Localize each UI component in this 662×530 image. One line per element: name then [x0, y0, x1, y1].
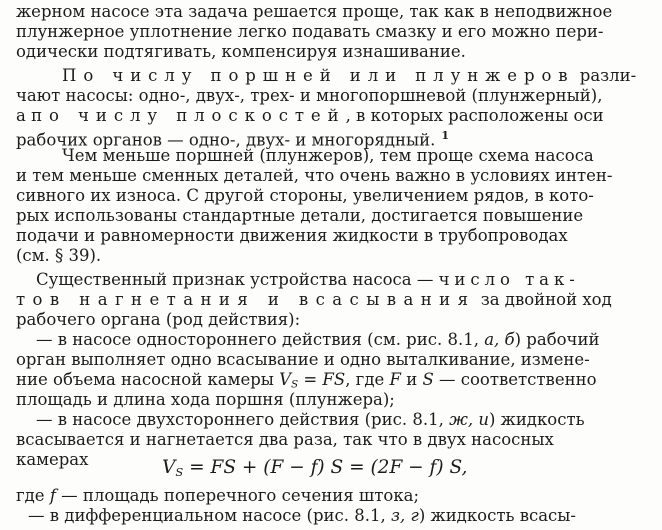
- text-run: рабочих органов — одно-, двух- и многорядный.: [16, 130, 436, 150]
- text-line: рых использованы стандартные детали, достигается повышение: [16, 206, 584, 225]
- text-line: жерном насосе эта задача решается проще, так как в неподвижное: [16, 2, 613, 21]
- text-run: — соответственно: [433, 370, 597, 389]
- text-line: площадь и длина хода поршня (плунжера);: [16, 390, 395, 409]
- text-line: [16, 486, 419, 506]
- text-run: — в насосе одностороннего действия (см. рис. 8.1,: [36, 330, 485, 349]
- math-sub: S: [291, 379, 299, 391]
- text-run: — в насосе двухстороннего действия (рис. 8.1,: [36, 410, 450, 429]
- text-line: орган выполняет одно всасывание и одно выталкивание, измене-: [16, 350, 590, 369]
- equation-1: [162, 456, 467, 484]
- text-run: , в которых расположены оси: [345, 106, 604, 125]
- math-var: V: [162, 457, 176, 478]
- text-line: рабочего органа (род действия):: [16, 310, 301, 329]
- text-line: [62, 66, 636, 86]
- text-line: одически подтягивать, компенсируя изнашивание.: [16, 42, 466, 61]
- figure-ref: з, г: [391, 506, 419, 525]
- text-line: камерах: [16, 450, 89, 469]
- text-line: (см. § 39).: [16, 246, 102, 265]
- text-line: чают насосы: одно-, двух-, трех- и многопоршневой (плунжерный),: [16, 86, 603, 105]
- spaced-emphasis: число так-: [438, 270, 580, 289]
- spaced-emphasis: по числу плоскостей: [31, 106, 346, 125]
- text-run: а: [16, 106, 32, 125]
- text-run: Существенный признак устройства насоса —: [36, 270, 439, 289]
- footnote-marker: 1: [441, 129, 450, 142]
- text-line: [16, 290, 612, 310]
- text-run: ) рабочий: [514, 330, 600, 349]
- text-line: [36, 330, 599, 350]
- math-sub: S: [175, 464, 184, 479]
- math-var: f: [49, 486, 56, 505]
- text-line: [16, 106, 604, 126]
- figure-ref: а, б: [484, 330, 515, 349]
- text-run: за двойной ход: [475, 290, 612, 309]
- text-run: , где: [345, 370, 390, 389]
- math-var: V: [279, 370, 292, 389]
- math-var: F: [389, 370, 401, 389]
- text-line: [36, 410, 585, 430]
- spaced-emphasis: тов нагнетания и всасывания: [16, 290, 476, 309]
- text-line: [36, 270, 580, 290]
- math-var: S: [422, 370, 434, 389]
- text-run: — в дифференциальном насосе (рис. 8.1,: [28, 506, 391, 525]
- text-run: разли-: [574, 66, 637, 85]
- text-line: всасывается и нагнетается два раза, так что в двух насосных: [16, 430, 554, 449]
- figure-ref: ж, и: [449, 410, 489, 429]
- text-run: — площадь поперечного сечения штока;: [55, 486, 420, 505]
- text-run: ) жидкость: [488, 410, 585, 429]
- spaced-emphasis: По числу поршней или плунжеров: [62, 66, 575, 85]
- text-line: подачи и равномерности движения жидкости в трубопроводах: [16, 226, 568, 245]
- text-run: и: [400, 370, 423, 389]
- text-line: сивного их износа. С другой стороны, увеличением рядов, в кото-: [16, 186, 594, 205]
- text-run: ) жидкость всасы-: [418, 506, 577, 525]
- text-line: и тем меньше сменных деталей, что очень важно в условиях интен-: [16, 166, 613, 185]
- text-line: Чем меньше поршней (плунжеров), тем проще схема насоса: [62, 146, 594, 165]
- text-line: [28, 506, 576, 526]
- math-expr: = FS + (F − f) S = (2F − f) S,: [183, 457, 468, 478]
- text-run: ние объема насосной камеры: [16, 370, 280, 389]
- text-line: плунжерное уплотнение легко подавать смазку и его можно пери-: [16, 22, 604, 41]
- math-expr: = FS: [298, 370, 346, 389]
- text-run: где: [16, 486, 50, 505]
